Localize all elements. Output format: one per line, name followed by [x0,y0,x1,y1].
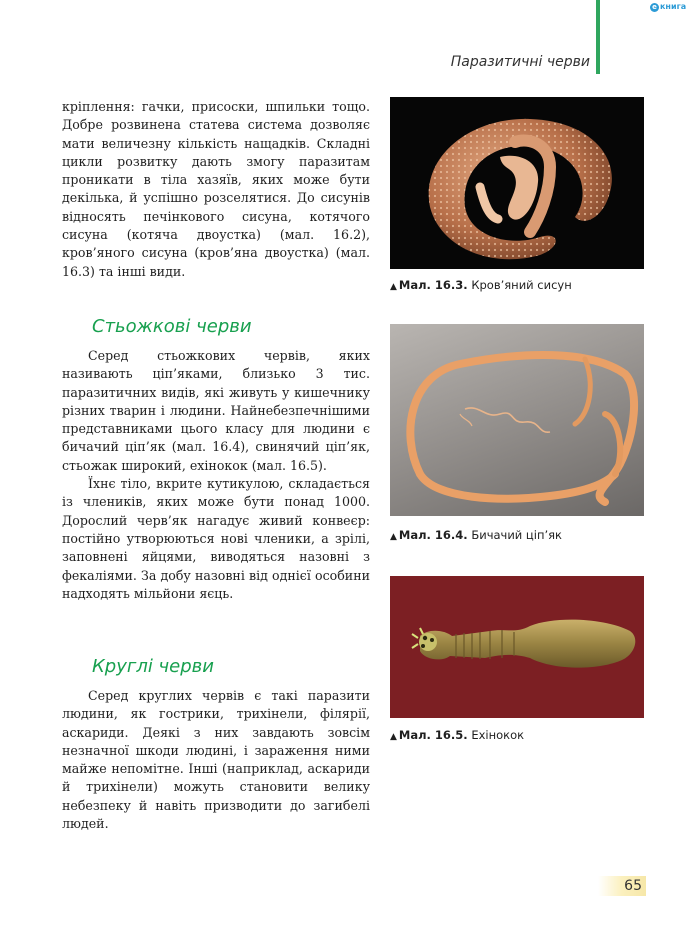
triangle-marker-icon: ▲ [390,732,397,742]
triangle-marker-icon: ▲ [390,282,397,292]
paragraph: кріплення: гачки, присоски, шпильки тощо. Добре розвинена статева система дозволяє мати величезну кількість нащадків. Складні цикли розвитку дають змогу паразитам проникати в тіла хазяїв, яких може бути декілька, й успішно розселятися. До сисунів відносять печінкового сисуна, котячого сисуна (котяча двоустка) (мал. 16.2), кров’яного сисуна (кров’яна двоустка) (мал. 16.3) та інші види. [62,99,370,279]
running-head: Паразитичні черви [450,54,590,70]
page-number: 65 [598,876,646,896]
figure-caption: ▲ Мал. 16.3. Кров’яний сисун [390,278,572,292]
paragraph: Серед круглих червів є такі паразити людини, як гострики, трихінели, філярії, аскариди. Деякі з них завдають зовсім незначної шкоди людині, і зараження ними майже непомітне. Інші (наприклад, аскариди й трихінели) можуть становити велику небезпеку й навіть призводити до загибелі людей. [62,688,370,832]
section-intro-text [62,98,370,281]
figure-caption: ▲ Мал. 16.5. Ехінокок [390,728,525,742]
figure-caption: ▲ Мал. 16.4. Бичачий ціп’як [390,528,562,542]
section-roundworms-text [62,687,370,833]
logo-e-icon: e [650,3,659,12]
paragraph: Їхнє тіло, вкрите кутикулою, складається із члеників, яких може бути понад 1000. Дорослий черв’як нагадує живий конвеєр: постійно утворюються нові членики, а зрілі, заповнені яйцями, виводяться назовні з фекаліями. За добу назовні від однієї особини надходять мільйони яєць. [62,476,370,601]
heading-roundworms: Круглі черви [92,656,214,677]
figure-echinococcus-image [390,576,644,718]
figure-beef-tapeworm-image [390,324,644,516]
paragraph: Серед стьожкових червів, яких називають ціп’яками, близько 3 тис. паразитичних видів, які живуть у кишечнику різних тварин і людини. Найнебезпечнішими представниками цього класу для людини є бичачий ціп’як (мал. 16.4), свинячий ціп’як, стьожак широкий, ехінокок (мал. 16.5). [62,348,370,473]
figure-blood-fluke-image [390,97,644,269]
heading-tapeworms: Стьожкові черви [92,316,252,337]
publisher-logo: e книга [650,2,686,12]
section-tapeworms-text [62,347,370,603]
triangle-marker-icon: ▲ [390,532,397,542]
header-green-rule [596,0,600,74]
